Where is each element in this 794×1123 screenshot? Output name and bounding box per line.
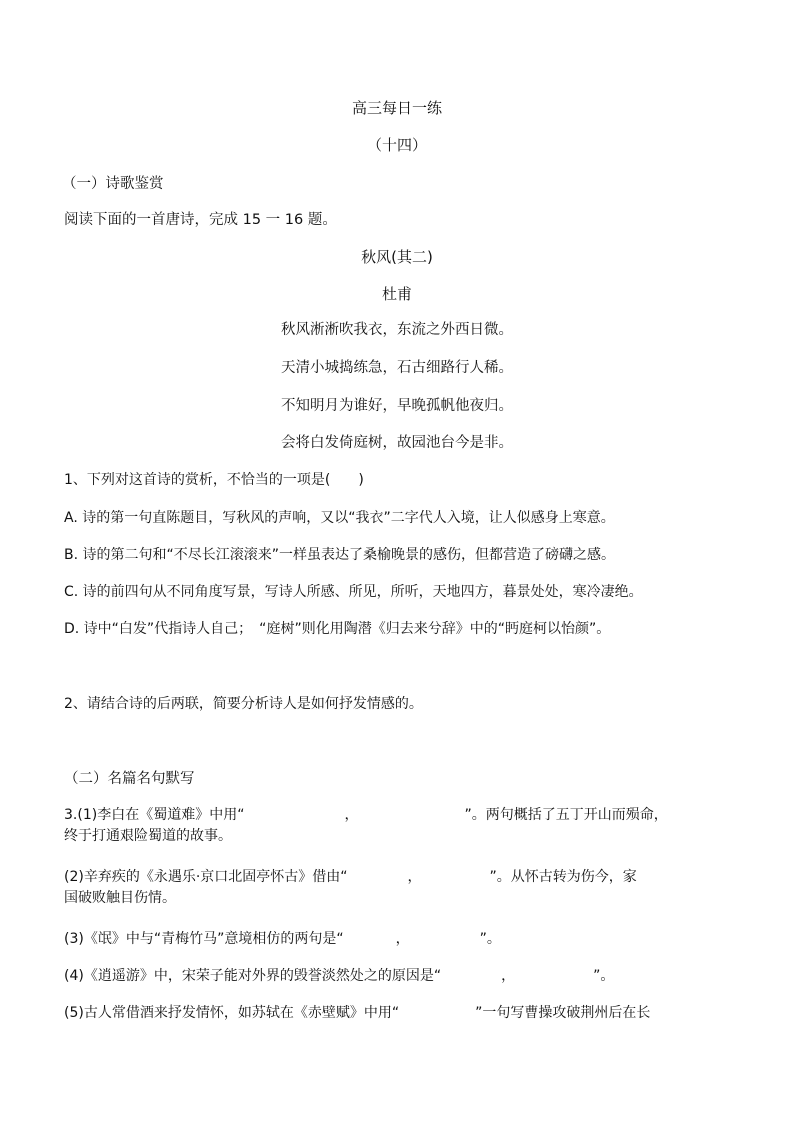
item-4-text-a: (4)《逍遥游》中，宋荣子能对外界的毁誉淡然处之的原因是“ xyxy=(64,968,442,984)
poem-title: 秋风(其二) xyxy=(361,248,433,266)
poem-author: 杜甫 xyxy=(381,285,412,303)
poem-line-4: 会将白发倚庭树，故园池台今是非。 xyxy=(281,435,513,451)
item-5-text-a: (5)古人常借酒来抒发情怀，如苏轼在《赤壁赋》中用“ xyxy=(64,1005,400,1021)
item-3-separator: ， xyxy=(395,931,410,947)
recitation-item-3 xyxy=(64,930,501,948)
item-2-text-a: (2)辛弃疾的《永遇乐·京口北固亭怀古》借由“ xyxy=(64,869,348,885)
item-2-text-b: ”。从怀古转为伤今，家 xyxy=(489,869,637,885)
question-1-option-c: C. 诗的前四句从不同角度写景，写诗人所感、所见，所听，天地四方，暮景处处，寒冷凄绝。 xyxy=(64,584,643,600)
item-1-separator: ， xyxy=(344,807,359,823)
item-2-separator: ， xyxy=(407,869,422,885)
item-3-text-a: (3)《氓》中与“青梅竹马”意境相仿的两句是“ xyxy=(64,931,344,947)
poem-line-1: 秋风淅淅吹我衣，东流之外西日微。 xyxy=(281,322,513,338)
section2-heading: （二）名篇名句默写 xyxy=(64,771,195,787)
poem-line-3: 不知明月为谁好，早晚孤帆他夜归。 xyxy=(281,398,513,414)
section1-heading: （一）诗歌鉴赏 xyxy=(62,176,164,192)
recitation-item-2 xyxy=(64,867,738,909)
recitation-item-4 xyxy=(64,967,614,985)
poem-line-2: 天清小城捣练急，石古细路行人稀。 xyxy=(281,360,513,376)
question-2-stem: 2、请结合诗的后两联，简要分析诗人是如何抒发情感的。 xyxy=(64,696,423,712)
question-1-option-d: D. 诗中“白发”代指诗人自己； “庭树”则化用陶潜《归去来兮辞》中的“眄庭柯以怡颜”。 xyxy=(64,621,611,637)
item-3-text-b: ”。 xyxy=(479,931,501,947)
item-1-text-a: 3.(1)李白在《蜀道难》中用“ xyxy=(64,807,245,823)
item-1-text-b: ”。两句概括了五丁开山而殒命， xyxy=(464,807,668,823)
item-4-separator: ， xyxy=(501,968,516,984)
question-1-stem: 1、下列对这首诗的赏析，不恰当的一项是( ) xyxy=(64,472,364,488)
doc-subtitle: （十四） xyxy=(366,136,427,154)
section1-instruction: 阅读下面的一首唐诗，完成 15 一 16 题。 xyxy=(64,212,337,228)
item-1-continuation: 终于打通艰险蜀道的故事。 xyxy=(64,828,232,844)
question-1-option-b: B. 诗的第二句和“不尽长江滚滚来”一样虽表达了桑榆晚景的感伤，但都营造了磅礴之感。 xyxy=(64,547,616,563)
question-1-option-a: A. 诗的第一句直陈题目，写秋风的声响，又以“我衣”二字代人入境，让人似感身上寒意。 xyxy=(64,510,615,526)
item-4-text-b: ”。 xyxy=(593,968,615,984)
item-5-text-b: ”一句写曹操攻破荆州后在长 xyxy=(475,1005,651,1021)
recitation-item-1 xyxy=(64,805,738,847)
doc-title: 高三每日一练 xyxy=(351,99,442,117)
item-2-continuation: 国破败触目伤情。 xyxy=(64,890,176,906)
recitation-item-5 xyxy=(64,1004,650,1022)
